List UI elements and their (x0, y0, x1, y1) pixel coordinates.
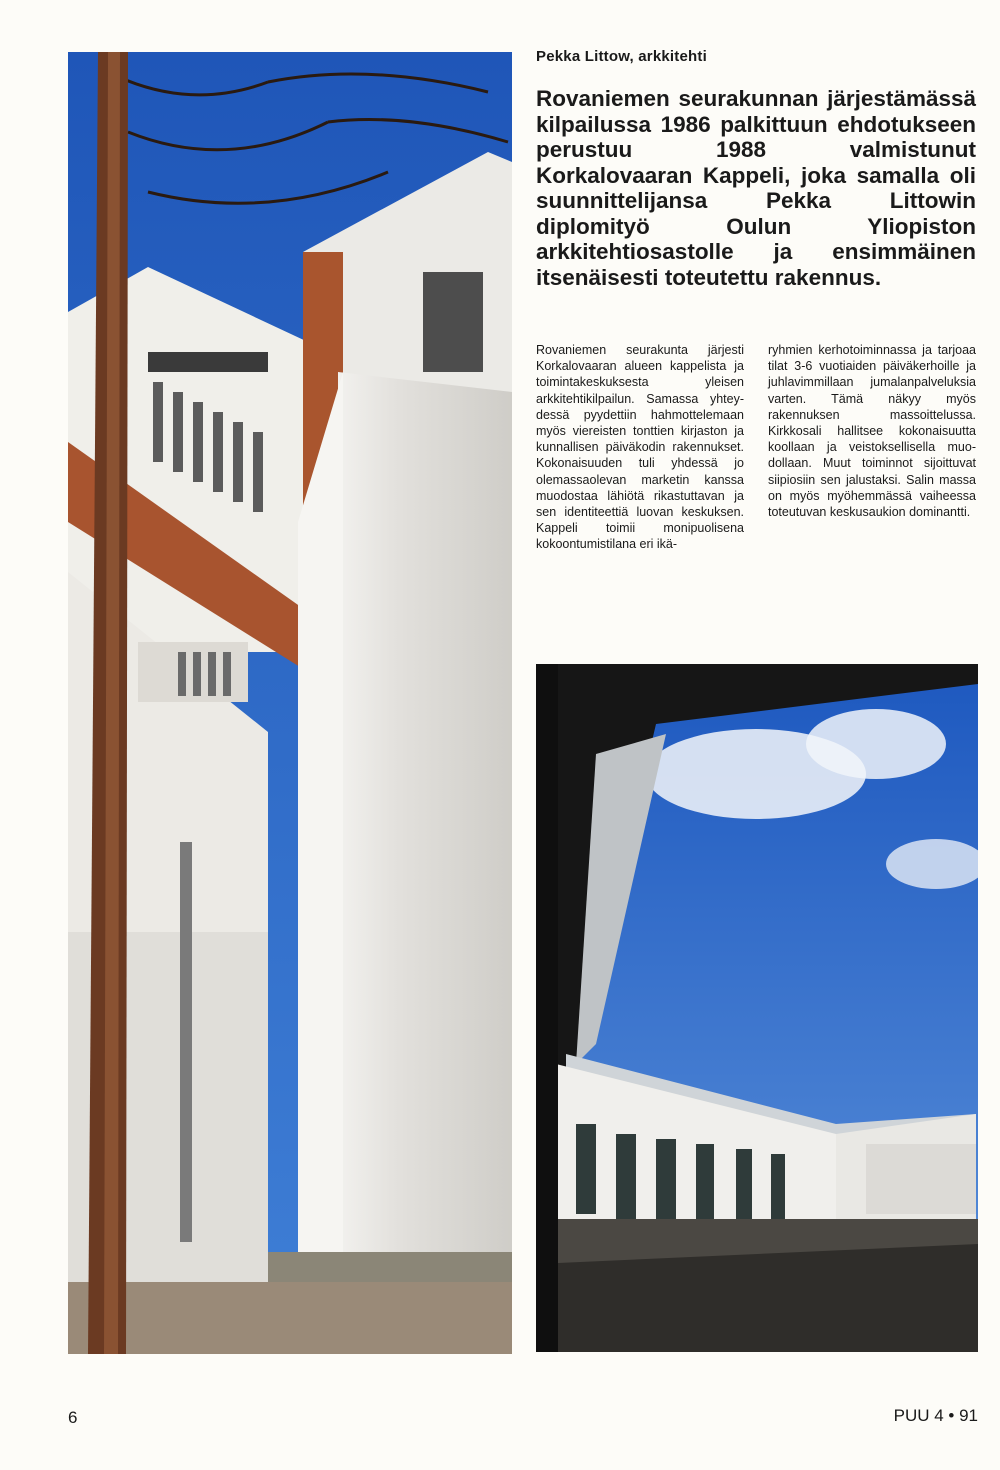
page-number: 6 (68, 1408, 78, 1427)
courtyard-wing-image (536, 664, 978, 1352)
body-column-2: ryhmien kerhotoiminnassa ja tarjoaa tilat 3-6 vuotiaiden päiväkerhoille ja juhlavimmillaan jumalanpalveluksia varten. Tämä näkyy myös rakennuksen massoittelussa. Kirkkosali hallitsee kokonaisuutta koollaan ja veistoksellisella muodollaan. Muut toiminnot sijoittuvat siipiosiin sen jalustaksi. Salin massa on myös myöhemmässä vaiheessa toteutuvan keskusaukion dominantti. (768, 343, 976, 520)
magazine-issue: PUU 4 • 91 (893, 1406, 978, 1425)
author-byline: Pekka Littow, arkkitehti (536, 48, 707, 65)
photo-chapel-facade (68, 52, 512, 1354)
lead-paragraph: Rovaniemen seurakunnan järjestämässä kilpailussa 1986 palkittuun ehdotukseen perustuu 1988 valmistunut Korkalovaaran Kappeli, joka samalla oli suunnittelijansa Pekka Littowin diplomityö Oulun Yliopiston arkkitehtiosastolle ja ensimmäinen itsenäisesti toteutettu rakennus. (536, 86, 976, 290)
chapel-facade-image (68, 52, 512, 1354)
photo-courtyard-wing (536, 664, 978, 1352)
body-column-1: Rovaniemen seurakunta järjesti Korkalovaaran alueen kappelista ja toimintakeskuksesta yleisen arkkitehtikilpailun. Samassa yhteydessä pyydettiin hahmottelemaan myös viereisten tonttien kirjaston ja kunnallisen päiväkodin rakennukset. Kokonaisuuden tuli yhdessä jo olemassaolevan marketin kanssa muodostaa lähiötä rikastuttavan ja sen identiteettiä luovan keskuksen. Kappeli toimii monipuolisena kokoontumistilana eri ikä- (536, 343, 744, 552)
